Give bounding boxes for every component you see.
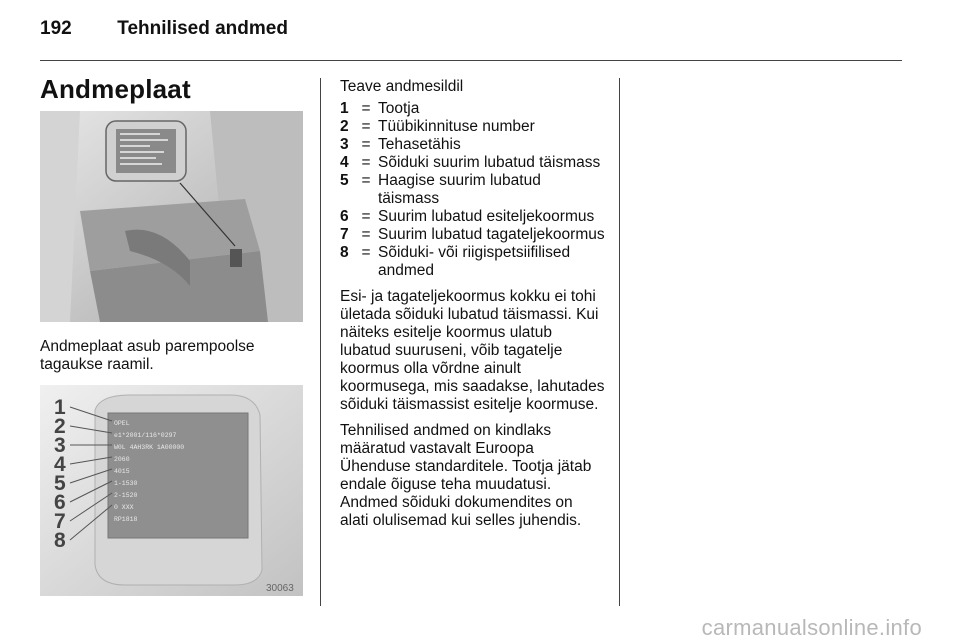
watermark: carmanualsonline.info <box>701 615 922 640</box>
plate-line-7: 2-1520 <box>114 492 138 499</box>
legend-item: 7 = Suurim lubatud tagateljekoormus <box>340 226 605 243</box>
figure-number: 30063 <box>266 583 294 594</box>
door-frame-photo <box>40 111 303 322</box>
plate-line-3: W0L 4AH3RK 1A00000 <box>114 444 185 451</box>
legend-item: 5 = Haagise suurim lubatud täismass <box>340 172 541 207</box>
column-divider-1 <box>320 78 321 606</box>
plate-line-6: 1-1530 <box>114 480 138 487</box>
page-header <box>40 18 288 40</box>
callout-3: 3 <box>54 434 66 457</box>
legend-title: Teave andmesildil <box>340 78 464 95</box>
callout-1: 1 <box>54 396 66 419</box>
plate-line-1: OPEL <box>114 420 130 427</box>
plate-line-8: 0 XXX <box>114 504 134 511</box>
section-title: Andmeplaat <box>40 74 191 104</box>
legend-item: 4 = Sõiduki suurim lubatud täismass <box>340 154 601 171</box>
plate-line-2: e1*2001/116*0297 <box>114 432 177 439</box>
standards-paragraph: Tehnilised andmed on kindlaks määratud vastavalt Euroopa Ühenduse standarditele. Tootja jätab endale õiguse teha muudatusi. Andmed sõiduki dokumendites on alati olulisemad kui selles juhendis. <box>340 422 592 529</box>
legend-item: 2 = Tüübikinnituse number <box>340 118 535 135</box>
column-divider-2 <box>619 78 620 606</box>
callout-2: 2 <box>54 415 66 438</box>
header-title: Tehnilised andmed <box>117 18 288 39</box>
door-frame-illustration <box>40 111 303 322</box>
callout-6: 6 <box>54 491 66 514</box>
callout-5: 5 <box>54 472 66 495</box>
legend-item: 1 = Tootja <box>340 100 420 117</box>
plate-line-9: RP1818 <box>114 516 138 523</box>
axle-load-paragraph: Esi- ja tagateljekoormus kokku ei tohi ületada sõiduki lubatud täismassi. Kui näiteks esitelje koormus ulatub lubatud suuruseni, võib tagatelje koormus olla võrdne ainult koormusega, mis saadakse, lahutades sõiduki täismassist esitelje koormuse. <box>340 288 605 413</box>
legend-list <box>340 100 605 280</box>
id-plate-illustration <box>40 385 303 596</box>
id-plate-photo <box>40 385 303 596</box>
header-divider <box>40 60 902 61</box>
page-number: 192 <box>40 18 72 39</box>
plate-line-4: 2060 <box>114 456 130 463</box>
photo-caption: Andmeplaat asub parempoolse tagaukse raamil. <box>40 338 255 373</box>
plate-line-5: 4015 <box>114 468 130 475</box>
callout-4: 4 <box>54 453 66 476</box>
callout-8: 8 <box>54 529 66 552</box>
legend-item: 3 = Tehasetähis <box>340 136 461 153</box>
callout-7: 7 <box>54 510 66 533</box>
data-plate-info <box>340 78 605 538</box>
legend-item: 6 = Suurim lubatud esiteljekoormus <box>340 208 595 225</box>
legend-item: 8 = Sõiduki- või riigispetsiifilised andmed <box>340 244 571 279</box>
